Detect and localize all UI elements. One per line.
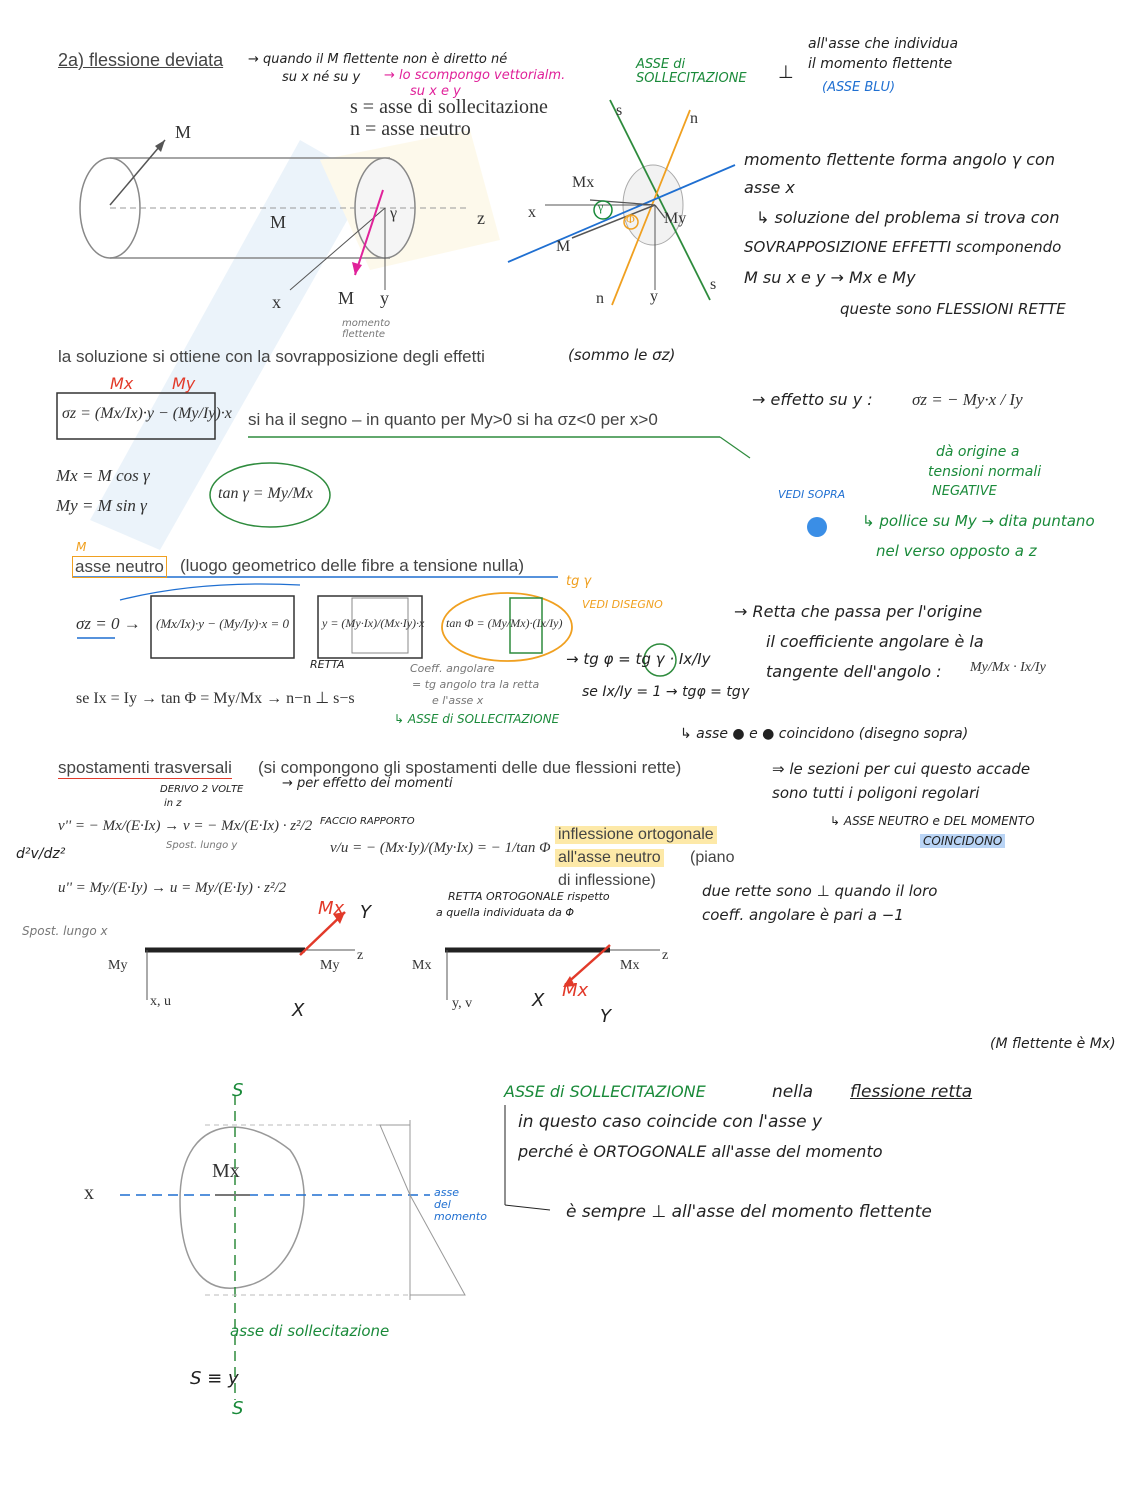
label-My-red: My: [172, 374, 196, 393]
se-ix-eq-iy: se Ix = Iy → tan Φ = My/Mx → n−n ⊥ s−s: [76, 690, 355, 707]
d2v-dz2: d²v/dz²: [16, 846, 66, 862]
tg-gamma-note: tg γ: [566, 574, 592, 589]
fig-label-M-top: M: [175, 122, 192, 142]
spostamenti-title: spostamenti trasversali: [58, 758, 232, 777]
inflessione-1: inflessione ortogonale: [555, 826, 717, 844]
right-note-3: ↳ soluzione del problema si trova con: [756, 208, 1060, 227]
fig-label-gamma: γ: [390, 205, 398, 222]
vedi-disegno: VEDI DISEGNO: [582, 598, 663, 611]
derivo-in-z: in z: [164, 798, 182, 809]
u-formula: u'' = My/(E·Iy) → u = My/(E·Iy) · z²/2: [58, 880, 287, 896]
My-definition: My = M sin γ: [56, 496, 147, 515]
beam2-Y: Y: [600, 1006, 611, 1027]
Mx-definition: Mx = M cos γ: [56, 466, 150, 485]
effect-note: → effetto su y :: [752, 390, 873, 409]
inflessione-2: all'asse neutro: [555, 849, 664, 867]
spost-lungo-y: Spost. lungo y: [166, 840, 238, 851]
due-rette-1: due rette sono ⊥ quando il loro: [702, 882, 938, 900]
beam2-Mx-red: Mx: [562, 980, 589, 1001]
section-title-flessione-deviata: 2a) flessione deviata: [58, 50, 224, 70]
fig2-M: M: [556, 238, 571, 255]
beam1-z: z: [357, 948, 364, 963]
fig5-S-bottom: S: [232, 1398, 244, 1419]
asse-coincidono: ↳ asse ● e ● coincidono (disegno sopra): [680, 726, 969, 742]
beam1-My-right: My: [320, 958, 340, 973]
n-definition: n = asse neutro: [350, 118, 471, 140]
fig2-phi: Φ: [626, 212, 635, 226]
beam1-Mx-red: Mx: [318, 898, 345, 919]
beam1-Y: Y: [360, 902, 371, 923]
note-decompose: → lo scompongo vettorialm.: [384, 68, 566, 83]
fig5-asse-momento-2: del: [434, 1198, 451, 1211]
right-retta-2: il coefficiente angolare è la: [766, 632, 984, 651]
inflessione-4: di inflessione): [558, 872, 656, 889]
asse-soll-flessione-retta-3: flessione retta: [850, 1082, 973, 1102]
effect-sub-1: dà origine a: [936, 444, 1020, 460]
effect-formula: σz = − My·x / Iy: [912, 390, 1023, 409]
fig2-My: My: [664, 210, 687, 227]
eq-sigma-zero: σz = 0 →: [76, 614, 141, 633]
note-decompose-2: su x e y: [410, 84, 461, 99]
eq-neutral-axis: (Mx/Ix)·y − (My/Iy)·x = 0: [156, 616, 290, 631]
formula-sigma: σz = (Mx/Ix)·y − (My/Iy)·x: [62, 405, 232, 422]
vedi-sopra: VEDI SOPRA: [778, 488, 846, 501]
fig5-asse-momento-1: asse: [434, 1186, 459, 1199]
fig2-n-bottom: n: [596, 290, 604, 307]
sezioni-2: sono tutti i poligoni regolari: [772, 784, 980, 802]
perp-symbol: ⊥: [778, 62, 794, 83]
fig2-s-bottom: s: [710, 276, 717, 293]
se-ix-iy: se Ix/Iy = 1 → tgφ = tgγ: [582, 684, 749, 700]
fig-label-y: y: [380, 288, 389, 308]
fig5-asse-momento-3: momento: [434, 1210, 487, 1223]
tan-gamma: tan γ = My/Mx: [218, 485, 313, 502]
spost-lungo-x: Spost. lungo x: [22, 924, 108, 938]
fig-label-M-bottom: M: [338, 288, 355, 308]
right-retta-formula: My/Mx · Ix/Iy: [970, 660, 1046, 675]
label-Mx-red: Mx: [110, 374, 134, 393]
beam1-xu: x, u: [150, 994, 171, 1009]
faccio-rapporto: FACCIO RAPPORTO: [320, 816, 415, 827]
tg-phi-relation: → tg φ = tg γ · Ix/Iy: [566, 650, 711, 668]
coeff-note-2: = tg angolo tra la retta: [412, 678, 540, 691]
fig2-s-top: s: [616, 102, 623, 119]
fig2-x: x: [528, 204, 536, 221]
retta-label: RETTA: [310, 658, 345, 671]
fig2-gamma: γ: [598, 200, 604, 214]
coincide-asse-y: in questo caso coincide con l'asse y: [518, 1112, 823, 1132]
fig5-x: x: [84, 1182, 94, 1204]
sezioni-4: COINCIDONO: [920, 834, 1005, 848]
fig-label-x: x: [272, 292, 281, 312]
asse-sollecitazione-label: ASSE di SOLLECITAZIONE: [636, 57, 747, 86]
right-retta-1: → Retta che passa per l'origine: [734, 602, 983, 621]
sempre-perpendicolare: è sempre ⊥ all'asse del momento flettente: [566, 1202, 932, 1222]
retta-ortogonale-2: a quella individuata da Φ: [436, 906, 575, 919]
beam2-Mx-left: Mx: [412, 958, 432, 973]
s-definition: s = asse di sollecitazione: [350, 96, 548, 118]
right-note-6: queste sono FLESSIONI RETTE: [840, 300, 1066, 318]
coeff-note-3: e l'asse x: [432, 694, 484, 707]
right-note-5: M su x e y → Mx e My: [744, 268, 916, 287]
ratio-v-u: v/u = − (Mx·Iy)/(My·Ix) = − 1/tan Φ: [330, 840, 551, 856]
sovrapposizione-note: (sommo le σz): [568, 346, 676, 364]
section-title-sovrapposizione: la soluzione si ottiene con la sovrapposizione degli effetti: [58, 347, 485, 366]
beam2-X: X: [532, 990, 545, 1011]
perp-note-1: all'asse che individua: [808, 36, 959, 52]
asse-neutro-definition: (luogo geometrico delle fibre a tensione nulla): [180, 556, 524, 575]
fig-label-M-mid: M: [270, 212, 287, 232]
inflessione-3: (piano: [690, 849, 735, 866]
spostamenti-subtitle: (si compongono gli spostamenti delle due flessioni rette): [258, 758, 682, 777]
fig-label-momento-flettente: momento flettente: [342, 318, 391, 340]
fig2-y: y: [650, 288, 658, 305]
effect-sub-2: tensioni normali: [928, 464, 1042, 480]
fig5-S-eq-y: S ≡ y: [190, 1368, 239, 1389]
v-formula: v'' = − Mx/(E·Ix) → v = − Mx/(E·Ix) · z²/2: [58, 818, 313, 834]
note-m-not-direct: → quando il M flettente non è diretto né: [248, 52, 508, 67]
eq-y-line: y = (My·Ix)/(Mx·Iy)·x: [322, 616, 425, 630]
sign-note: si ha il segno – in quanto per My>0 si ha σz<0 per x>0: [248, 410, 658, 429]
beam2-Mx-right: Mx: [620, 958, 640, 973]
effect-sub-3: NEGATIVE: [932, 484, 997, 499]
ortogonale-asse-momento: perché è ORTOGONALE all'asse del momento: [518, 1142, 883, 1161]
derivo-2-volte: DERIVO 2 VOLTE: [160, 784, 244, 795]
due-rette-2: coeff. angolare è pari a −1: [702, 906, 904, 924]
fig5-asse-sollecitazione: asse di sollecitazione: [230, 1322, 390, 1340]
sezioni-3: ↳ ASSE NEUTRO e DEL MOMENTO: [830, 814, 1035, 828]
per-effetto-momenti: → per effetto dei momenti: [282, 776, 453, 791]
fig-label-z: z: [477, 208, 485, 228]
m-flettente-mx: (M flettente è Mx): [990, 1036, 1116, 1052]
right-retta-3: tangente dell'angolo :: [766, 662, 942, 681]
retta-ortogonale-1: RETTA ORTOGONALE rispetto: [448, 890, 610, 903]
right-note-1: momento flettente forma angolo γ con: [744, 150, 1055, 169]
beam1-My-left: My: [108, 958, 128, 973]
thumb-note-2: nel verso opposto a z: [876, 542, 1037, 560]
note-m-not-direct-2: su x né su y: [282, 70, 361, 85]
sezioni-1: ⇒ le sezioni per cui questo accade: [772, 760, 1031, 778]
thumb-note-1: ↳ pollice su My → dita puntano: [862, 512, 1095, 530]
asse-soll-flessione-retta-2: nella: [772, 1082, 814, 1102]
beam1-X: X: [292, 1000, 305, 1021]
asse-soll-flessione-retta-1: ASSE di SOLLECITAZIONE: [504, 1082, 706, 1101]
eq-tan-phi: tan Φ = (My/Mx)·(Ix/Iy): [446, 616, 563, 630]
right-note-4: SOVRAPPOSIZIONE EFFETTI scomponendo: [744, 238, 1062, 256]
fig5-S-top: S: [232, 1080, 244, 1101]
fig5-Mx: Mx: [212, 1160, 240, 1182]
asse-sollecitazione-small: ↳ ASSE di SOLLECITAZIONE: [394, 712, 560, 726]
asse-neutro-title: asse neutro: [72, 556, 167, 578]
beam2-z: z: [662, 948, 669, 963]
beam2-yv: y, v: [452, 996, 473, 1011]
right-note-2: asse x: [744, 178, 795, 197]
M-small-orange: M: [76, 540, 87, 554]
perp-note-2: il momento flettente: [808, 56, 953, 72]
fig2-Mx: Mx: [572, 174, 595, 191]
fig2-n-top: n: [690, 110, 698, 127]
perp-note-3: (ASSE BLU): [822, 80, 896, 95]
coeff-note-1: Coeff. angolare: [410, 662, 495, 675]
